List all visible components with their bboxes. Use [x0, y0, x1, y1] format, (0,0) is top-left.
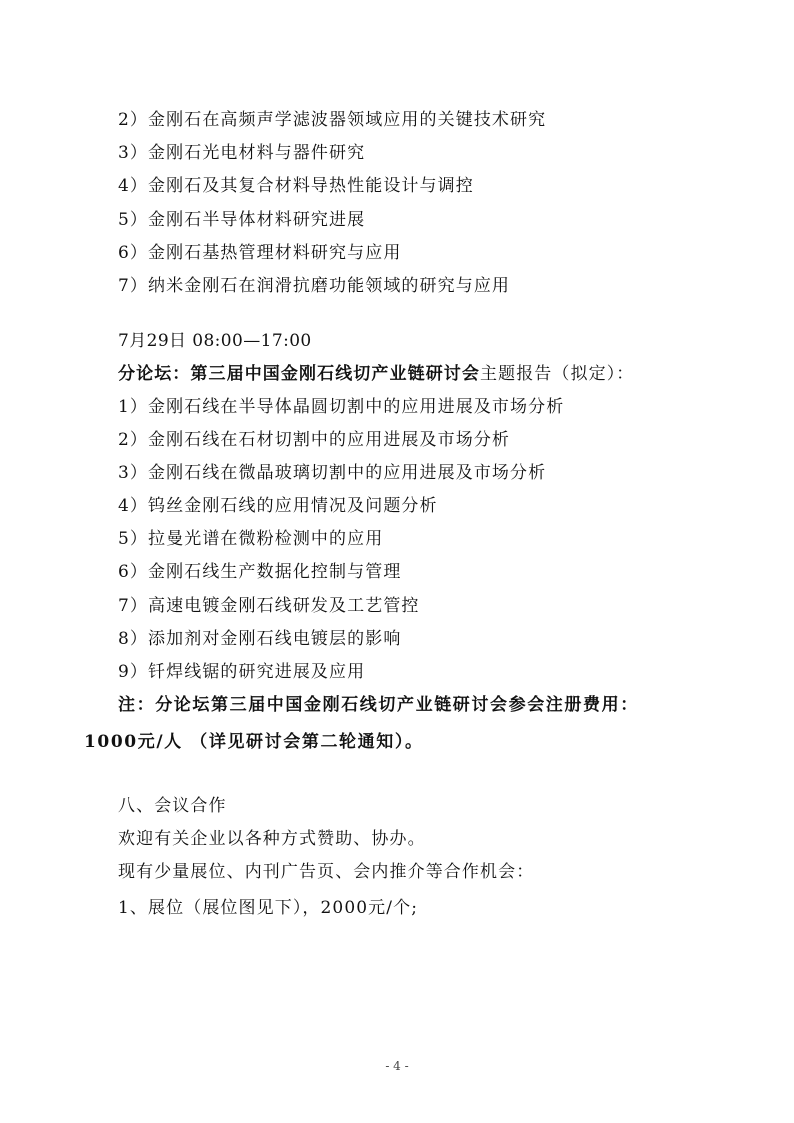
forum-name: 分论坛：第三届中国金刚石线切产业链研讨会: [118, 364, 480, 384]
cooperation-item: 1、展位（展位图见下），2000元/个;: [118, 898, 419, 918]
section-heading: 八、会议合作: [118, 796, 227, 816]
registration-note: 注：分论坛第三届中国金刚石线切产业链研讨会参会注册费用：: [118, 695, 639, 715]
topic-a-item: 6）金刚石基热管理材料研究与应用: [118, 243, 402, 263]
cooperation-paragraph: 现有少量展位、内刊广告页、会内推介等合作机会：: [118, 862, 535, 882]
topic-a-item: 7）纳米金刚石在润滑抗磨功能领域的研究与应用: [118, 276, 511, 296]
forum-topic-item: 1）金刚石线在半导体晶圆切割中的应用进展及市场分析: [118, 397, 565, 417]
forum-topic-item: 9）钎焊线锯的研究进展及应用: [118, 662, 366, 682]
topic-a-item: 2）金刚石在高频声学滤波器领域应用的关键技术研究: [118, 110, 547, 130]
forum-topic-item: 5）拉曼光谱在微粉检测中的应用: [118, 529, 384, 549]
forum-topic-item: 2）金刚石线在石材切割中的应用进展及市场分析: [118, 430, 511, 450]
topic-a-item: 4）金刚石及其复合材料导热性能设计与调控: [118, 176, 474, 196]
cooperation-paragraph: 欢迎有关企业以各种方式赞助、协办。: [118, 829, 426, 849]
forum-topic-item: 4）钨丝金刚石线的应用情况及问题分析: [118, 496, 438, 516]
forum-suffix: 主题报告（拟定）：: [480, 364, 635, 384]
session-time: 7月29日 08:00—17:00: [118, 331, 312, 351]
registration-note-fee: 1000元/人 （详见研讨会第二轮通知）。: [84, 732, 424, 752]
topic-a-item: 5）金刚石半导体材料研究进展: [118, 210, 366, 230]
forum-topic-item: 8）添加剂对金刚石线电镀层的影响: [118, 629, 402, 649]
forum-topic-item: 6）金刚石线生产数据化控制与管理: [118, 562, 402, 582]
forum-heading: [118, 363, 634, 385]
topic-a-item: 3）金刚石光电材料与器件研究: [118, 143, 366, 163]
page-number: - 4 -: [385, 1059, 409, 1073]
forum-topic-item: 7）高速电镀金刚石线研发及工艺管控: [118, 596, 420, 616]
forum-topic-item: 3）金刚石线在微晶玻璃切割中的应用进展及市场分析: [118, 463, 547, 483]
